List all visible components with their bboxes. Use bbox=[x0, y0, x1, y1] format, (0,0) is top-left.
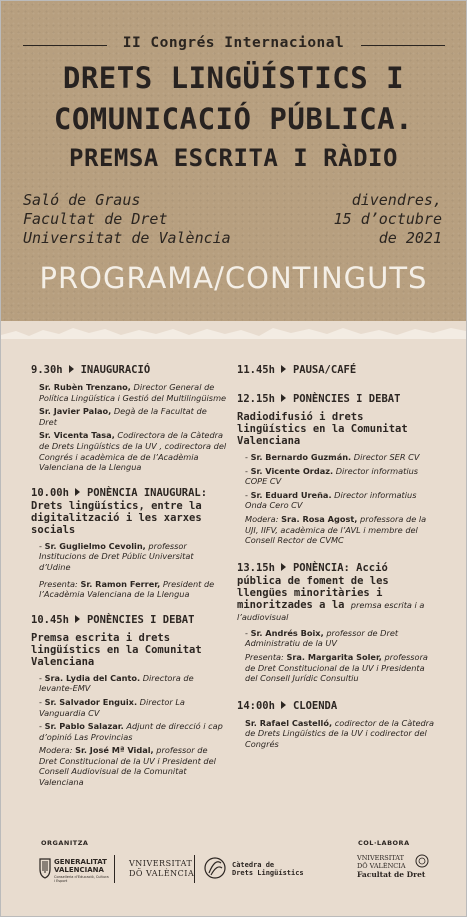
speaker-role: codirector de la Càtedra de Drets Lingüístics de la UV i codirector del Congrés bbox=[245, 717, 435, 749]
moderator-role: professor de Dret Constitucional de la UV i President del Consell Audiovisual de la Comunitat Valenciana bbox=[39, 745, 216, 788]
presenter-label: Presenta: bbox=[245, 651, 284, 662]
speaker-name: Sr. Salvador Enguix. bbox=[44, 696, 138, 707]
shield-icon bbox=[39, 857, 51, 879]
speaker-role: Directora de levante-EMV bbox=[39, 672, 194, 694]
speaker-role: Director SER CV bbox=[353, 452, 420, 462]
catedra-line2: Drets Lingüístics bbox=[232, 869, 304, 877]
speaker-role: Director informatius Onda Cero CV bbox=[245, 489, 417, 511]
session-time: 10.00h bbox=[31, 486, 69, 499]
venue-line: Facultat de Dret bbox=[23, 210, 168, 228]
gva-line2: VALENCIANA bbox=[54, 866, 104, 874]
date-line: 15 d’octubre bbox=[333, 210, 442, 228]
title-line-1: DRETS LINGÜÍSTICS I bbox=[62, 61, 405, 95]
session-time: 9.30h bbox=[31, 364, 63, 376]
speaker-role: Director General de Política Lingüística i Gestió del Multilingüisme bbox=[39, 382, 227, 403]
fd-line3: Facultat de Dret bbox=[357, 870, 426, 879]
moderator-label: Modera: bbox=[39, 745, 73, 756]
session-subtitle: Radiodifusió i drets lingüístics en la Comunitat Valenciana bbox=[237, 411, 408, 447]
venue-block bbox=[23, 191, 231, 248]
speaker-role: Degà de la Facultat de Dret bbox=[39, 406, 207, 427]
program-heading: PROGRAMA/CONTINGUTS bbox=[39, 261, 428, 295]
speaker-name: Sr. Bernardo Guzmán. bbox=[250, 452, 352, 462]
seal-icon bbox=[415, 854, 429, 868]
session-time: 14:00h bbox=[237, 699, 275, 712]
colabora-label: COL·LABORA bbox=[358, 839, 410, 847]
session-inauguracio bbox=[31, 364, 227, 473]
session-label: PONÈNCIA: Acció bbox=[292, 561, 388, 574]
organitza-label: ORGANITZA bbox=[41, 839, 89, 847]
speaker-role: professor Institucions de Dret Públic Universitat d’Udine bbox=[39, 540, 194, 572]
speaker-name: Sr. Eduard Ureña. bbox=[250, 489, 332, 500]
presenter-role: President de l’Acadèmia Valenciana de la Llengua bbox=[39, 578, 215, 600]
speaker-name: Sr. Javier Palao, bbox=[39, 406, 112, 417]
arrow-icon bbox=[75, 488, 80, 496]
date-line: divendres, bbox=[351, 191, 442, 209]
speaker-role: Director informatius COPE CV bbox=[245, 465, 419, 487]
arrow-icon bbox=[69, 365, 74, 373]
presenter-label: Presenta: bbox=[39, 578, 78, 589]
arrow-icon bbox=[281, 563, 286, 571]
speaker-role: professor de Dret Administratiu de la UV bbox=[245, 627, 399, 649]
session-pausa bbox=[237, 364, 437, 377]
facultat-dret-logo bbox=[357, 854, 432, 880]
session-time: 13.15h bbox=[237, 561, 275, 574]
venue-line: Universitat de València bbox=[23, 229, 231, 247]
session-subtitle: Drets lingüístics, entre la digitalització i les xarxes socials bbox=[31, 499, 202, 536]
catedra-emblem-icon bbox=[204, 856, 226, 880]
presenter-role: professora de Dret Constitucional de la UV i Presidenta del Consell Jurídic Consultiu bbox=[245, 651, 428, 684]
logo-separator bbox=[194, 855, 195, 883]
torn-paper-edge bbox=[1, 301, 466, 361]
speaker-name: Sr. Rafael Castelló, bbox=[245, 717, 333, 728]
arrow-icon bbox=[281, 394, 286, 402]
session-time: 12.15h bbox=[237, 393, 275, 405]
speaker-name: Sr. Pablo Salazar. bbox=[44, 721, 124, 732]
speaker-role: Director La Vanguardia CV bbox=[39, 696, 185, 718]
fd-line1: VNIVERSITAT bbox=[357, 854, 404, 862]
fd-line2: DÖ VALÈNCIA bbox=[357, 862, 406, 870]
uv-line2: DÖ VALÈNCIA bbox=[129, 869, 195, 878]
logo-separator bbox=[114, 855, 115, 883]
gva-line1: GENERALITAT bbox=[54, 858, 107, 866]
session-premsa bbox=[31, 614, 227, 788]
moderator-name: Sr. José Mª Vidal, bbox=[75, 745, 154, 756]
presenter-name: Sr. Ramon Ferrer, bbox=[80, 578, 161, 589]
session-label: PONÈNCIA INAUGURAL: bbox=[86, 486, 208, 499]
left-column bbox=[31, 364, 227, 797]
session-label: PAUSA/CAFÉ bbox=[292, 364, 357, 376]
date-block bbox=[334, 191, 442, 248]
session-ponencia-inaugural bbox=[31, 487, 227, 600]
speaker-name: Sr. Guglielmo Cevolin, bbox=[44, 540, 146, 551]
session-label: PONÈNCIES I DEBAT bbox=[292, 393, 401, 405]
session-subtitle-tail: premsa escrita i a l’audiovisual bbox=[237, 599, 425, 622]
speaker-role: Codirectora de la Càtedra de Drets Lingüístics de la UV , codirectora del Congrés i acadèmica de de l’Acadèmia Valenciana de la Llengua bbox=[39, 430, 227, 473]
moderator-name: Sra. Rosa Agost, bbox=[281, 513, 358, 524]
session-radiodifusio bbox=[237, 393, 437, 546]
session-subtitle: pública de foment de les llengües minoritàries i minoritzades a la bbox=[237, 574, 389, 611]
moderator-role: professora de la UJI, IIFV, acadèmica de l’AVL i membre del Consell Rector de CVMC bbox=[245, 513, 427, 546]
gva-subtitle: Conselleria d’Educació, Cultura i Esport bbox=[54, 875, 109, 883]
venue-line: Saló de Graus bbox=[23, 191, 141, 209]
uv-logo bbox=[129, 859, 194, 879]
congress-kicker: II Congrés Internacional bbox=[122, 35, 345, 51]
speaker-name: Sr. Vicenta Tasa, bbox=[39, 430, 115, 441]
right-column bbox=[237, 364, 437, 759]
catedra-line1: Càtedra de bbox=[232, 861, 275, 869]
speaker-name: Sr. Andrés Boix, bbox=[250, 627, 324, 638]
presenter-name: Sra. Margarita Soler, bbox=[286, 651, 382, 662]
speaker-name: Sr. Rubèn Trenzano, bbox=[39, 382, 131, 392]
session-time: 10.45h bbox=[31, 613, 69, 626]
speaker-role: Adjunt de direcció i cap d’opinió Las Provincias bbox=[39, 721, 223, 742]
date-line: de 2021 bbox=[378, 229, 442, 247]
speaker-name: Sra. Lydia del Canto. bbox=[44, 672, 141, 683]
session-label: CLOENDA bbox=[292, 699, 338, 712]
arrow-icon bbox=[75, 615, 80, 623]
speaker-name: Sr. Vicente Ordaz. bbox=[250, 465, 334, 476]
title-line-3: PREMSA ESCRITA I RÀDIO bbox=[69, 144, 398, 172]
arrow-icon bbox=[281, 365, 286, 373]
session-accio-publica bbox=[237, 562, 437, 684]
session-subtitle: Premsa escrita i drets lingüístics en la Comunitat Valenciana bbox=[31, 631, 202, 668]
session-label: PONÈNCIES I DEBAT bbox=[86, 613, 195, 626]
uv-line1: VNIVERSITAT bbox=[129, 859, 193, 868]
session-time: 11.45h bbox=[237, 364, 275, 376]
session-label: INAUGURACIÓ bbox=[80, 364, 151, 376]
title-line-2: COMUNICACIÓ PÚBLICA. bbox=[53, 102, 414, 136]
session-cloenda bbox=[237, 700, 437, 750]
arrow-icon bbox=[281, 701, 286, 709]
moderator-label: Modera: bbox=[245, 513, 279, 524]
